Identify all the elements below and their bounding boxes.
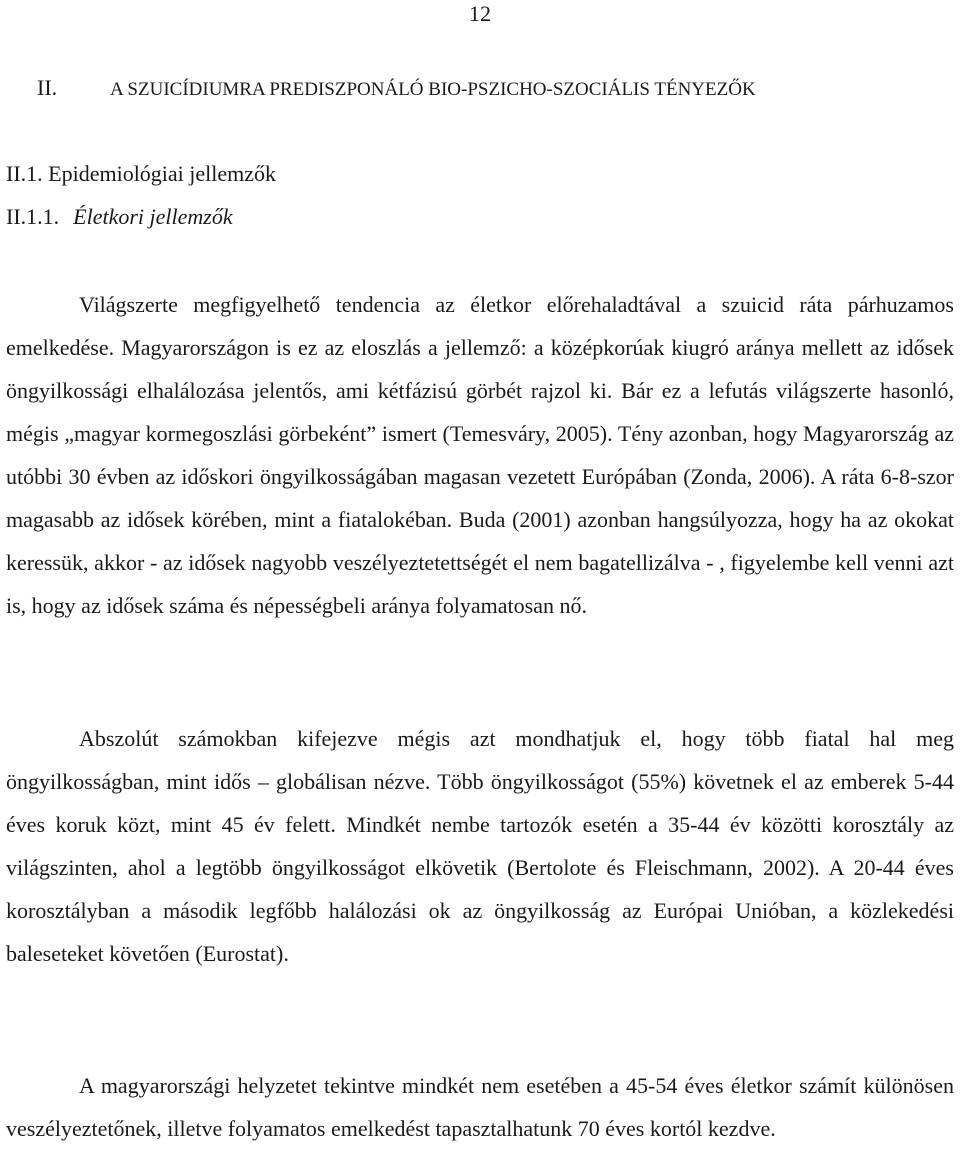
chapter-title: A SZUICÍDIUMRA PREDISZPONÁLÓ BIO-PSZICHO-SZOCIÁLIS TÉNYEZŐK (110, 79, 756, 100)
page-number: 12 (469, 1, 491, 26)
paragraph-2: Abszolút számokban kifejezve mégis azt mondhatjuk el, hogy több fiatal hal meg öngyilkosságban, mint idős – globálisan nézve. Több öngyilkosságot (55%) követnek el az emberek 5-44 éves koruk közt, mint 45 év felett. Mindkét nembe tartozók esetén a 35-44 év közötti korosztály az világszinten, ahol a legtöbb öngyilkosságot elkövetik (Bertolote és Fleischmann, 2002). A 20-44 éves korosztályban a második legfőbb halálozási ok az öngyilkosság az Európai Unióban, a közlekedési baleseteket követően (Eurostat). (6, 726, 954, 966)
section-heading (6, 160, 276, 188)
subsection-number: II.1.1. (6, 204, 60, 229)
chapter-number: II. (37, 75, 58, 100)
subsection-title: Életkori jellemzők (73, 204, 233, 229)
paragraph-3: A magyarországi helyzetet tekintve mindkét nem esetében a 45-54 éves életkor számít különösen veszélyeztetőnek, illetve folyamatos emelkedést tapasztalhatunk 70 éves kortól kezdve. (6, 1073, 954, 1141)
section-title: Epidemiológiai jellemzők (48, 161, 277, 186)
subsection-heading (6, 203, 233, 231)
section-number: II.1. (6, 161, 43, 186)
chapter-heading (37, 76, 756, 102)
paragraph-1: Világszerte megfigyelhető tendencia az életkor előrehaladtával a szuicid ráta párhuzamos emelkedése. Magyarországon is ez az eloszlás a jellemző: a középkorúak kiugró aránya mellett az idősek öngyilkossági elhalálozása jelentős, ami kétfázisú görbét rajzol ki. Bár ez a lefutás világszerte hasonló, mégis „magyar kormegoszlási görbeként” ismert (Temesváry, 2005). Tény azonban, hogy Magyarország az utóbbi 30 évben az időskori öngyilkosságában magasan vezetett Európában (Zonda, 2006). A ráta 6-8-szor magasabb az idősek körében, mint a fiatalokéban. Buda (2001) azonban hangsúlyozza, hogy ha az okokat keressük, akkor - az idősek nagyobb veszélyeztetettségét el nem bagatellizálva - , figyelembe kell venni azt is, hogy az idősek száma és népességbeli aránya folyamatosan nő. (6, 292, 954, 618)
